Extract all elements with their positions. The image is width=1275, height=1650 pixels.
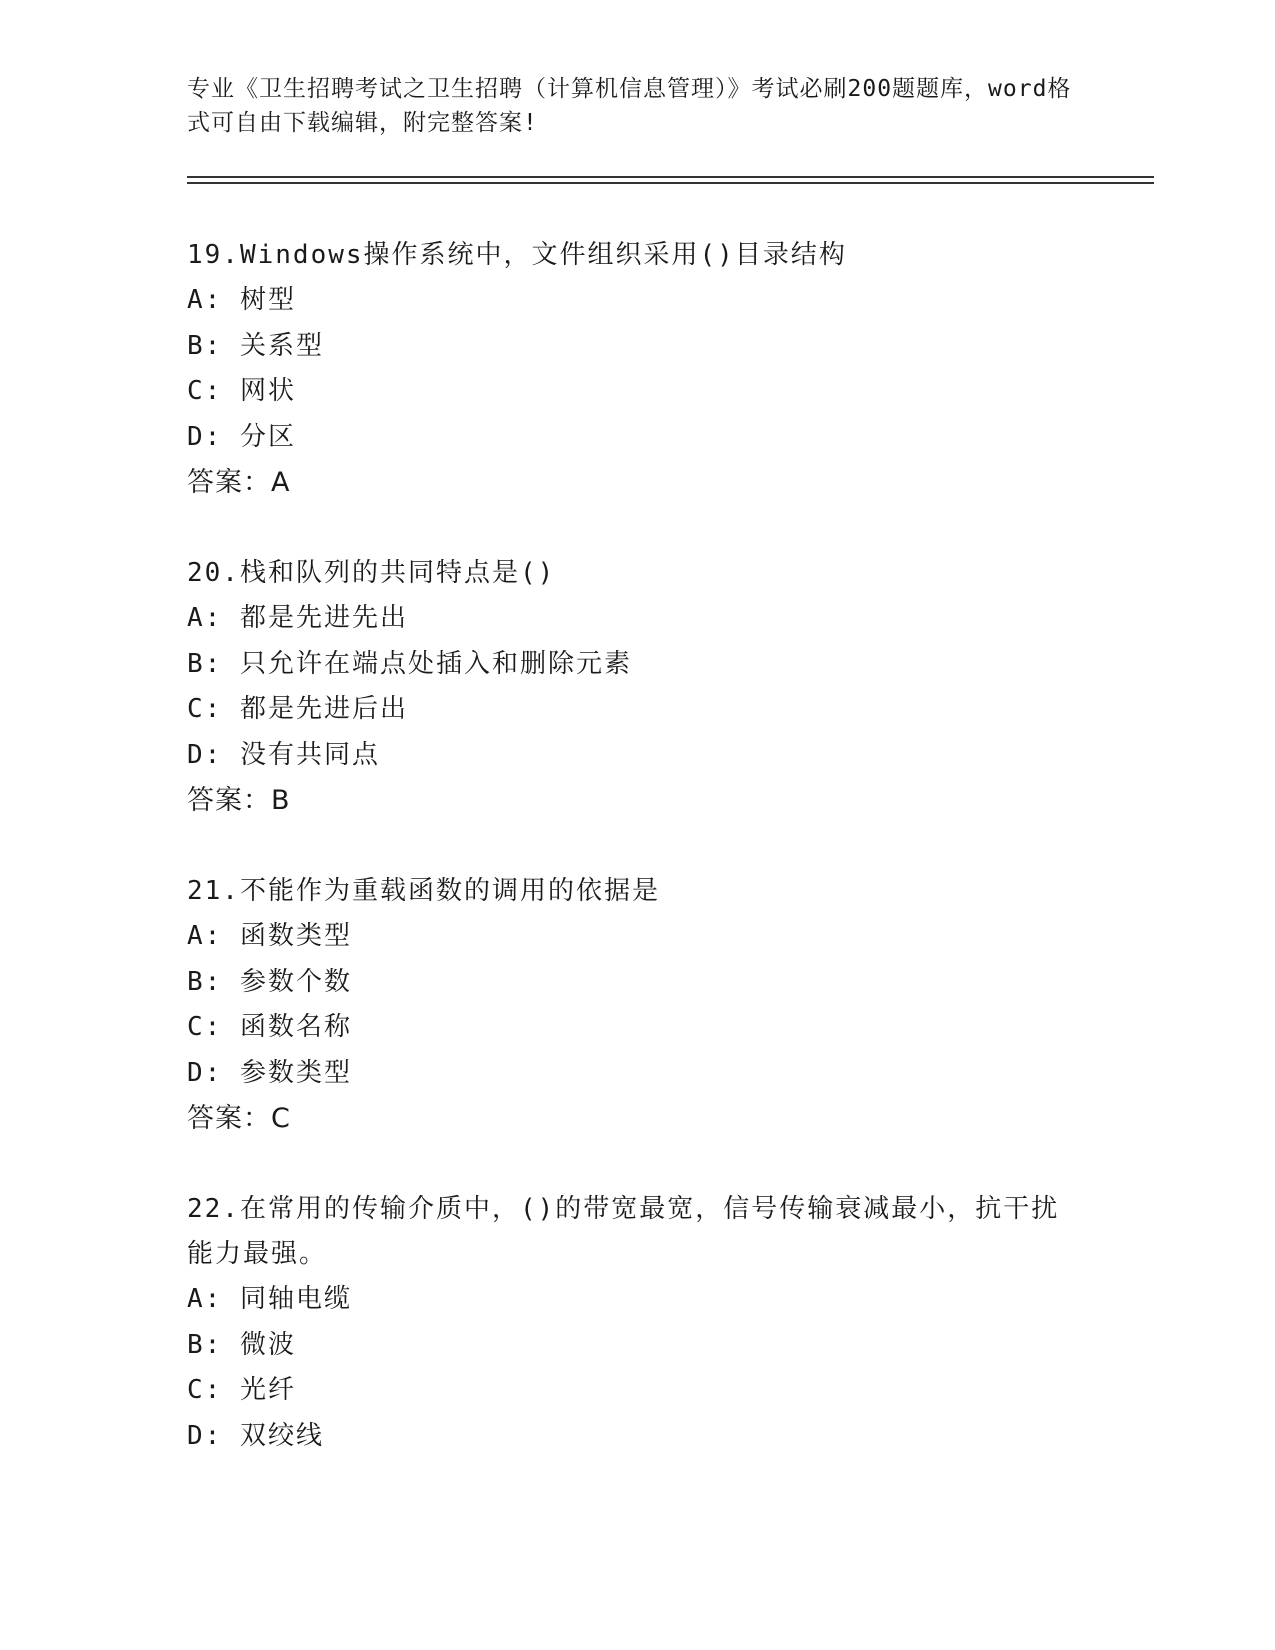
question-20 xyxy=(187,551,1087,823)
option-d: D: 分区 xyxy=(187,421,296,452)
option-b: B: 只允许在端点处插入和删除元素 xyxy=(187,648,632,679)
question-stem: 19.Windows操作系统中，文件组织采用()目录结构 xyxy=(187,240,847,270)
question-list xyxy=(187,233,1087,1505)
question-stem: 22.在常用的传输介质中，()的带宽最宽，信号传输衰减最小，抗干扰能力最强。 xyxy=(187,1194,1060,1269)
document-header: 专业《卫生招聘考试之卫生招聘（计算机信息管理）》考试必刷200题题库，word格式可自由下载编辑，附完整答案! xyxy=(187,76,1072,136)
option-a: A: 函数类型 xyxy=(187,921,352,951)
answer-line: 答案：A xyxy=(187,467,291,498)
option-d: D: 参数类型 xyxy=(187,1057,352,1088)
question-21 xyxy=(187,869,1087,1141)
option-d: D: 没有共同点 xyxy=(187,739,380,770)
option-d: D: 双绞线 xyxy=(187,1420,324,1451)
answer-line: 答案：C xyxy=(187,1103,291,1134)
question-stem: 21.不能作为重载函数的调用的依据是 xyxy=(187,876,660,906)
option-b: B: 微波 xyxy=(187,1329,296,1360)
question-stem: 20.栈和队列的共同特点是() xyxy=(187,558,556,588)
answer-line: 答案：B xyxy=(187,785,291,816)
option-b: B: 参数个数 xyxy=(187,966,352,997)
option-c: C: 网状 xyxy=(187,376,296,406)
header-divider-bottom xyxy=(187,182,1154,184)
option-b: B: 关系型 xyxy=(187,330,324,361)
option-c: C: 都是先进后出 xyxy=(187,694,408,724)
header-divider-top xyxy=(187,176,1154,178)
option-c: C: 光纤 xyxy=(187,1375,296,1405)
question-19 xyxy=(187,233,1087,505)
option-a: A: 同轴电缆 xyxy=(187,1284,352,1314)
option-a: A: 都是先进先出 xyxy=(187,603,408,633)
question-22 xyxy=(187,1187,1087,1459)
option-a: A: 树型 xyxy=(187,285,296,315)
option-c: C: 函数名称 xyxy=(187,1012,352,1042)
